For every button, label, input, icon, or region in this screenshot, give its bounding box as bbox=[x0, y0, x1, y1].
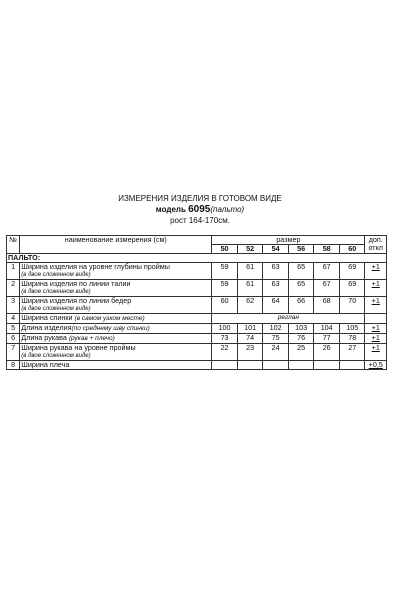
height-line: рост 164-170см. bbox=[170, 216, 230, 225]
col-num-header: № bbox=[7, 236, 20, 254]
row-value: 66 bbox=[288, 297, 314, 314]
row-tolerance: +1 bbox=[365, 280, 387, 297]
row-num: 4 bbox=[7, 314, 20, 324]
row-tolerance: +1 bbox=[365, 324, 387, 334]
row-num: 1 bbox=[7, 263, 20, 280]
row-value: 63 bbox=[263, 280, 289, 297]
row-tolerance: +0,5 bbox=[365, 361, 387, 370]
table-row bbox=[7, 361, 387, 370]
row-tolerance: +1 bbox=[365, 344, 387, 361]
row-value bbox=[339, 361, 365, 370]
row-value bbox=[212, 361, 238, 370]
row-note: (в самом узком месте) bbox=[74, 315, 145, 322]
table-row bbox=[7, 314, 387, 324]
row-name-text: Ширина рукава на уровне проймы bbox=[21, 343, 136, 352]
col-name-header: наименование измерения (см) bbox=[20, 236, 212, 254]
row-value bbox=[314, 361, 340, 370]
row-merged-value: реглан bbox=[212, 314, 365, 324]
row-value: 75 bbox=[263, 334, 289, 344]
row-name-text: Ширина изделия по линии талии bbox=[21, 279, 131, 288]
row-value: 25 bbox=[288, 344, 314, 361]
row-name-text: Ширина изделия по линии бедер bbox=[21, 296, 132, 305]
row-value: 70 bbox=[339, 297, 365, 314]
row-value: 67 bbox=[314, 280, 340, 297]
row-tolerance bbox=[365, 314, 387, 324]
col-size-header: размер bbox=[212, 236, 365, 245]
row-name bbox=[20, 334, 212, 344]
table-row bbox=[7, 263, 387, 280]
measurements-table bbox=[6, 235, 387, 370]
row-value: 63 bbox=[263, 263, 289, 280]
table-row bbox=[7, 280, 387, 297]
row-tolerance: +1 bbox=[365, 334, 387, 344]
row-num: 2 bbox=[7, 280, 20, 297]
table-row bbox=[7, 334, 387, 344]
row-value bbox=[237, 361, 263, 370]
row-num: 7 bbox=[7, 344, 20, 361]
row-value bbox=[263, 361, 289, 370]
row-value: 69 bbox=[339, 263, 365, 280]
size-label: 50 bbox=[212, 245, 238, 254]
row-name-text: Ширина спинки bbox=[21, 313, 73, 322]
size-label: 54 bbox=[263, 245, 289, 254]
model-number: 6095 bbox=[188, 204, 211, 215]
row-value bbox=[288, 361, 314, 370]
row-name-text: Длина рукава bbox=[21, 333, 67, 342]
row-value: 61 bbox=[237, 280, 263, 297]
row-num: 3 bbox=[7, 297, 20, 314]
row-value: 60 bbox=[212, 297, 238, 314]
row-name bbox=[20, 280, 212, 297]
row-value: 101 bbox=[237, 324, 263, 334]
row-value: 73 bbox=[212, 334, 238, 344]
model-line bbox=[0, 204, 400, 215]
model-label: модель bbox=[155, 205, 186, 214]
row-value: 68 bbox=[314, 297, 340, 314]
section-title: ПАЛЬТО: bbox=[7, 254, 387, 263]
col-tol-header bbox=[365, 236, 387, 254]
row-note: (в двое сложенном виде) bbox=[21, 306, 91, 312]
size-label: 58 bbox=[314, 245, 340, 254]
row-value: 65 bbox=[288, 263, 314, 280]
row-num: 5 bbox=[7, 324, 20, 334]
row-value: 100 bbox=[212, 324, 238, 334]
row-value: 27 bbox=[339, 344, 365, 361]
row-name-text: Длина изделия bbox=[21, 323, 72, 332]
row-value: 64 bbox=[263, 297, 289, 314]
row-value: 78 bbox=[339, 334, 365, 344]
row-value: 105 bbox=[339, 324, 365, 334]
document-title: ИЗМЕРЕНИЯ ИЗДЕЛИЯ В ГОТОВОМ ВИДЕ bbox=[118, 194, 282, 203]
model-note: (пальто) bbox=[210, 205, 245, 214]
row-value: 103 bbox=[288, 324, 314, 334]
row-name-text: Ширина плеча bbox=[21, 360, 70, 369]
row-value: 67 bbox=[314, 263, 340, 280]
row-name bbox=[20, 344, 212, 361]
table-row bbox=[7, 344, 387, 361]
row-value: 77 bbox=[314, 334, 340, 344]
row-num: 6 bbox=[7, 334, 20, 344]
row-value: 23 bbox=[237, 344, 263, 361]
row-value: 62 bbox=[237, 297, 263, 314]
row-note: (в двое сложенном виде) bbox=[21, 353, 91, 359]
col-tol-label: доп. bbox=[368, 235, 383, 244]
row-name bbox=[20, 263, 212, 280]
row-name bbox=[20, 297, 212, 314]
row-tolerance: +1 bbox=[365, 263, 387, 280]
row-value: 59 bbox=[212, 263, 238, 280]
row-value: 104 bbox=[314, 324, 340, 334]
row-name-text: Ширина изделия на уровне глубины проймы bbox=[21, 262, 170, 271]
row-value: 59 bbox=[212, 280, 238, 297]
row-value: 74 bbox=[237, 334, 263, 344]
row-value: 102 bbox=[263, 324, 289, 334]
col-tol-label-2: откл bbox=[368, 243, 384, 252]
row-note: (рукав + плечо) bbox=[68, 335, 115, 342]
row-value: 22 bbox=[212, 344, 238, 361]
row-value: 61 bbox=[237, 263, 263, 280]
row-name bbox=[20, 314, 212, 324]
row-name bbox=[20, 361, 212, 370]
row-tolerance: +1 bbox=[365, 297, 387, 314]
row-note: (по среднему шву спинки) bbox=[71, 325, 150, 332]
size-label: 56 bbox=[288, 245, 314, 254]
row-num: 8 bbox=[7, 361, 20, 370]
row-note: (в двое сложенном виде) bbox=[21, 289, 91, 295]
row-value: 76 bbox=[288, 334, 314, 344]
table-row bbox=[7, 297, 387, 314]
row-note: (в двое сложенном виде) bbox=[21, 272, 91, 278]
size-label: 52 bbox=[237, 245, 263, 254]
row-value: 65 bbox=[288, 280, 314, 297]
row-value: 26 bbox=[314, 344, 340, 361]
table-row bbox=[7, 324, 387, 334]
row-value: 24 bbox=[263, 344, 289, 361]
size-label: 60 bbox=[339, 245, 365, 254]
row-name bbox=[20, 324, 212, 334]
document-header bbox=[0, 193, 400, 226]
row-value: 69 bbox=[339, 280, 365, 297]
